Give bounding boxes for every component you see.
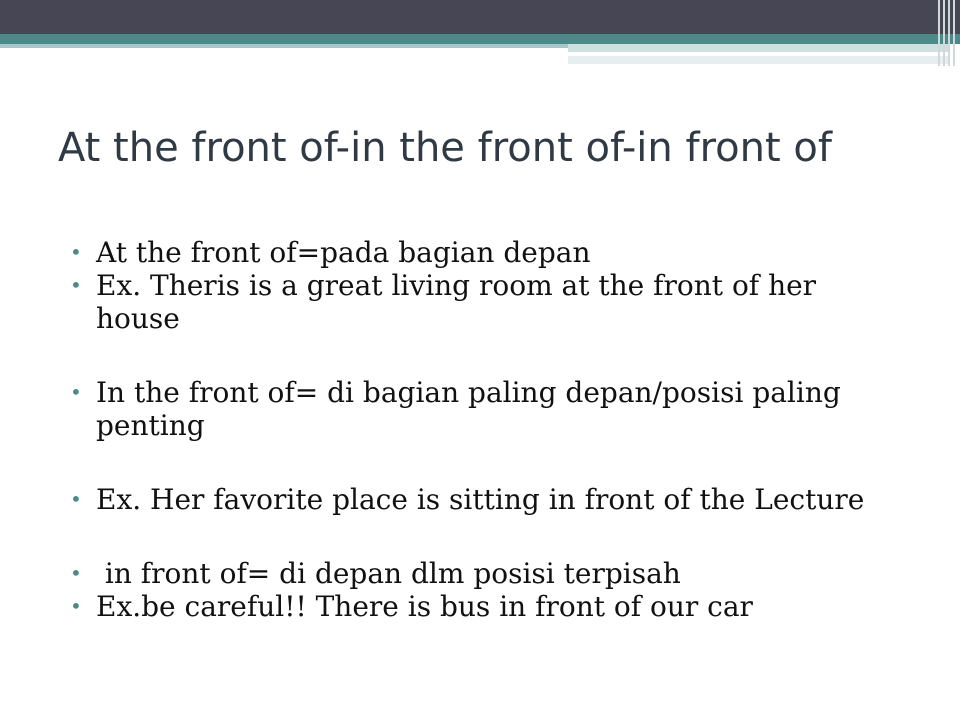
list-item [70,376,900,442]
list-item [70,236,900,269]
header-accent-stripe [568,44,948,52]
bullet-icon: • [70,380,82,404]
slide-title: At the front of-in the front of-in front of [58,125,832,171]
bullet-icon: • [70,561,82,585]
header-light-stripe [0,44,568,48]
bullet-text: In the front of= di bagian paling depan/posisi paling penting [96,376,841,442]
bullet-icon: • [70,273,82,297]
list-item [70,269,900,335]
bullet-icon: • [70,594,82,618]
bullet-text: Ex.be careful!! There is bus in front of our car [96,590,753,623]
bullet-icon: • [70,240,82,264]
bullet-text: Ex. Her favorite place is sitting in front of the Lecture [96,483,865,516]
list-item [70,590,900,623]
bullet-text: Ex. Theris is a great living room at the front of her house [96,269,817,335]
header-accent-line [780,52,888,54]
header-dark-bar [0,0,960,34]
bullet-list [70,236,900,623]
list-item [70,557,900,590]
bullet-text: in front of= di depan dlm posisi terpisah [96,557,681,590]
bullet-icon: • [70,487,82,511]
header-teal-bar [0,34,960,44]
corner-decoration [938,0,956,66]
list-item [70,483,900,516]
bullet-text: At the front of=pada bagian depan [96,236,591,269]
header-accent-stripe-lower [568,56,948,64]
